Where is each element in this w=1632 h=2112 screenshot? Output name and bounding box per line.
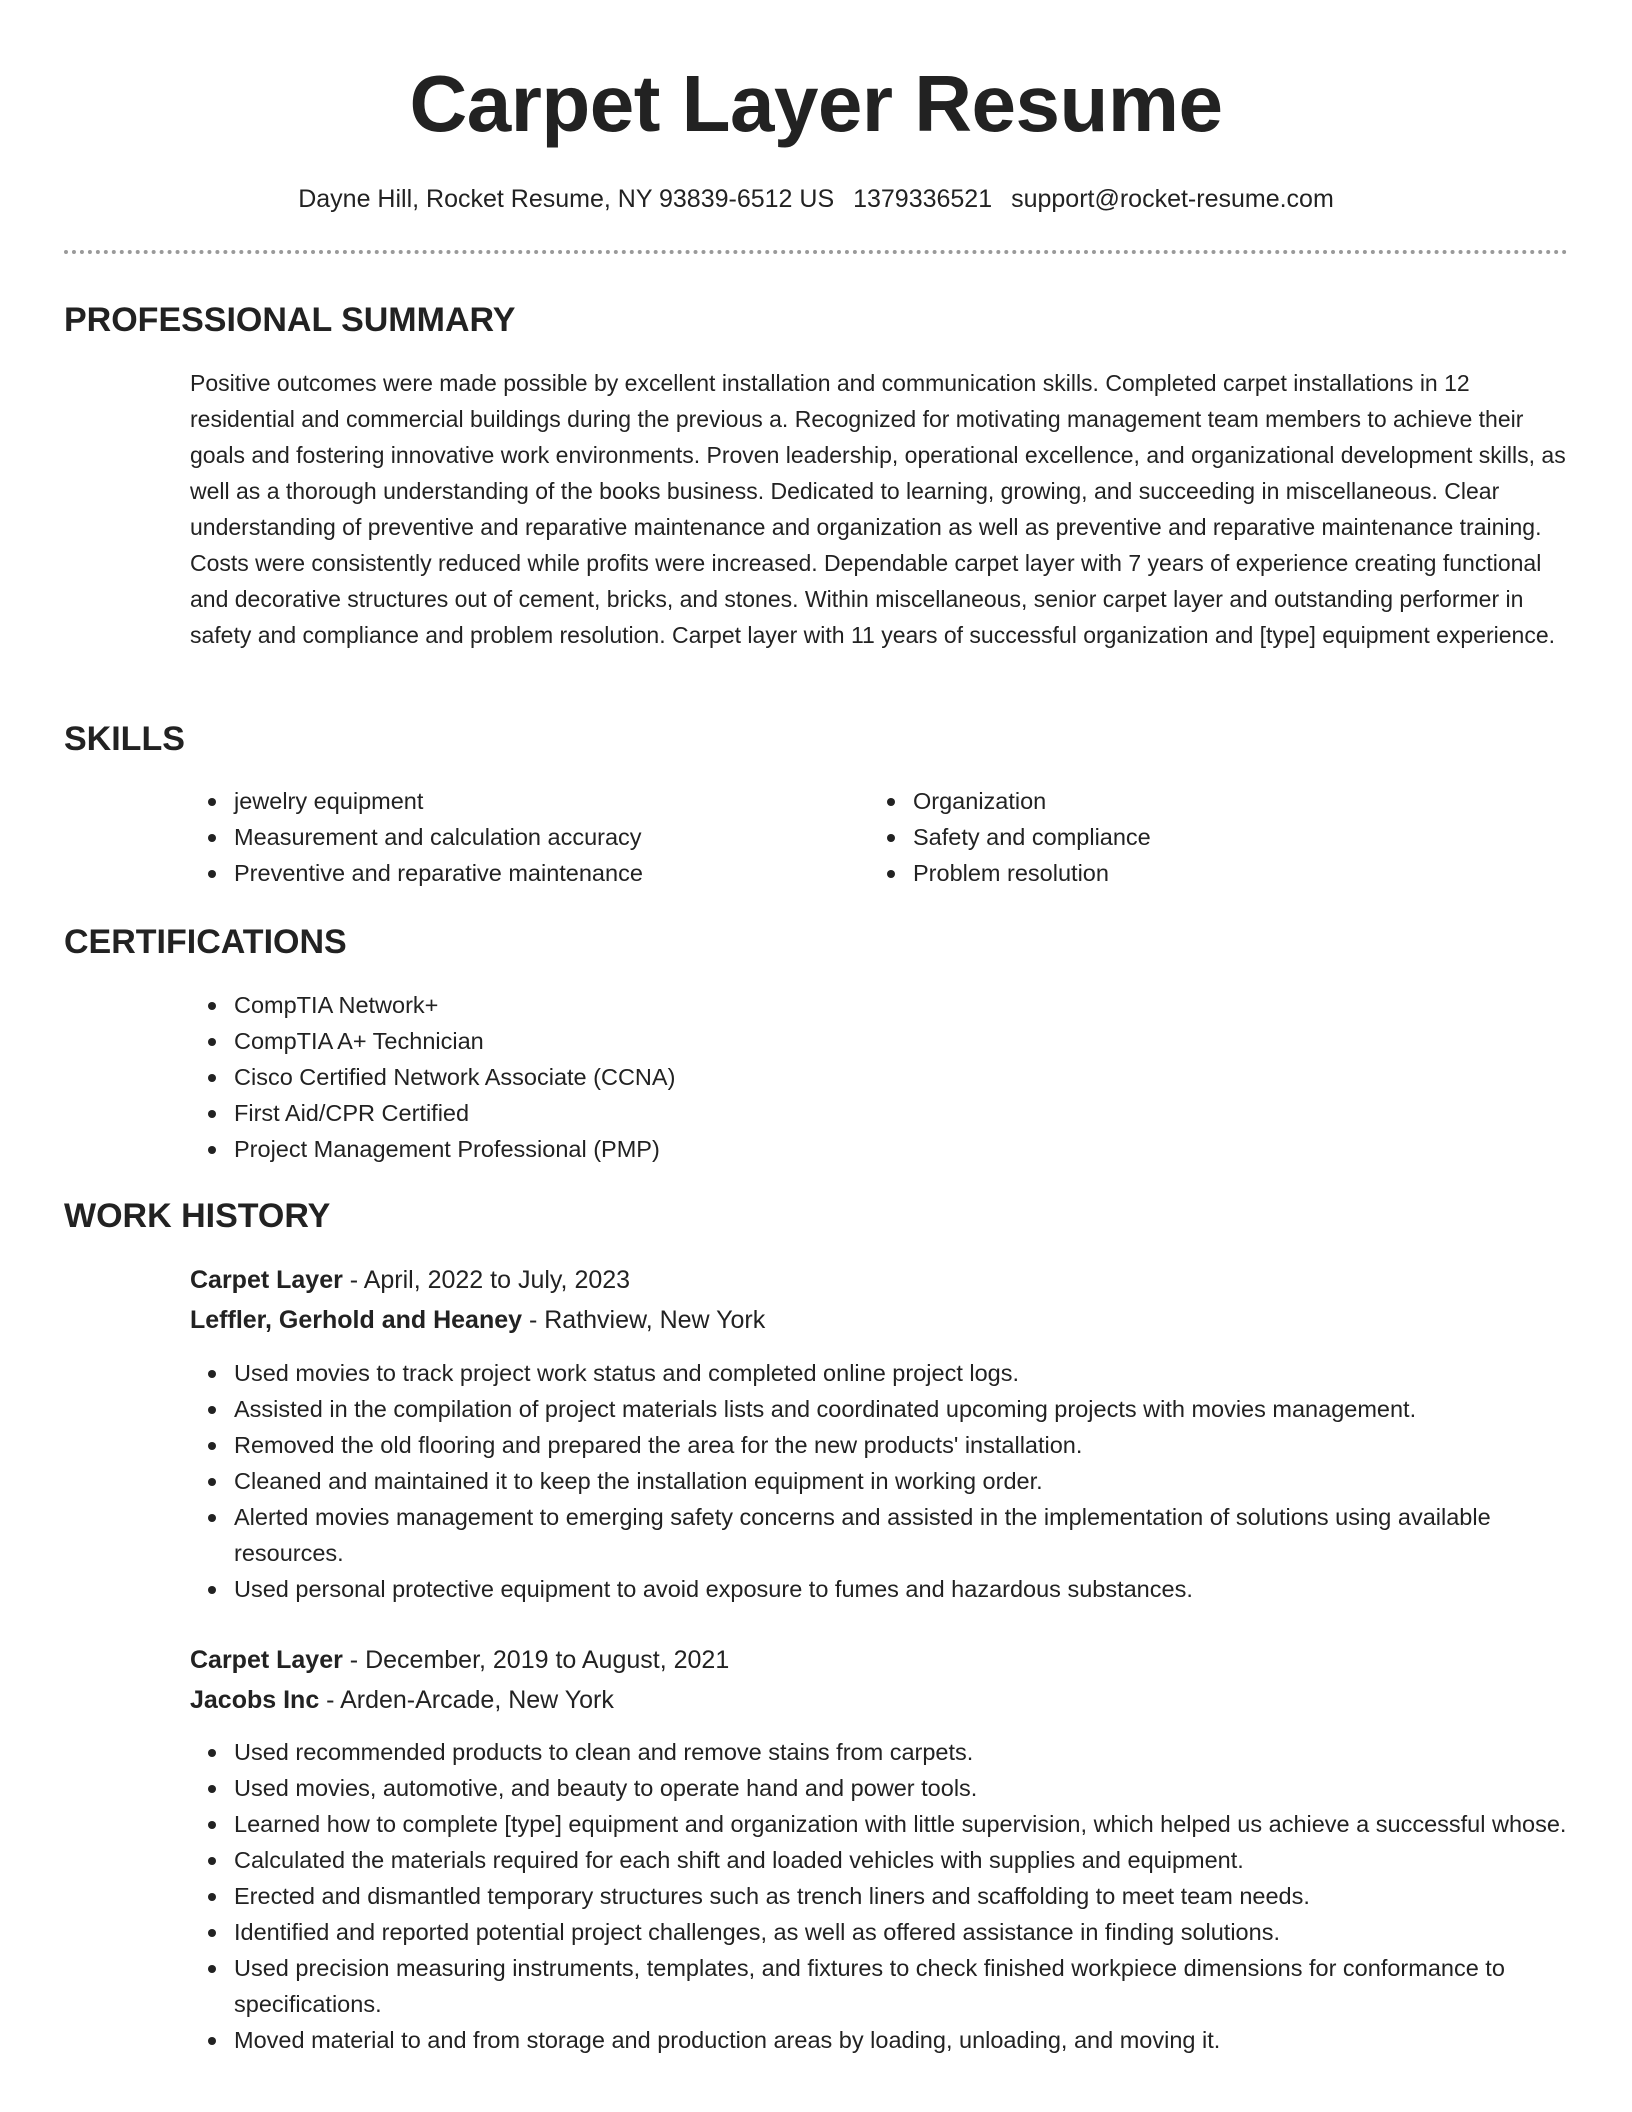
list-item: Erected and dismantled temporary structures such as trench liners and scaffolding to meet team needs. <box>190 1878 1570 1914</box>
contact-email: support@rocket-resume.com <box>1011 185 1334 213</box>
job-1-location: - Rathview, New York <box>522 1306 766 1334</box>
contact-line <box>0 181 1632 217</box>
skills-list-right <box>869 783 1509 891</box>
job-2-company-line <box>190 1680 614 1720</box>
job-1-duties <box>190 1355 1570 1607</box>
summary-text: Positive outcomes were made possible by excellent installation and communication skills. Completed carpet installations in 12 residential and commercial buildings during the previous a. Recognized for motivating management team members to achieve their goals and fostering innovative work environments. Proven leadership, operational excellence, and organizational development skills, as well as a thorough understanding of the books business. Dedicated to learning, growing, and succeeding in miscellaneous. Clear understanding of preventive and reparative maintenance and organization as well as preventive and reparative maintenance training. Costs were consistently reduced while profits were increased. Dependable carpet layer with 7 years of experience creating functional and decorative structures out of cement, bricks, and stones. Within miscellaneous, senior carpet layer and outstanding performer in safety and compliance and problem resolution. Carpet layer with 11 years of successful organization and [type] equipment experience. <box>190 370 1566 648</box>
skills-heading: SKILLS <box>64 720 185 758</box>
job-1-title-line <box>190 1260 630 1300</box>
resume-title: Carpet Layer Resume <box>409 59 1223 148</box>
list-item: Calculated the materials required for each shift and loaded vehicles with supplies and equipment. <box>190 1842 1570 1878</box>
list-item: Moved material to and from storage and production areas by loading, unloading, and moving it. <box>190 2022 1570 2058</box>
list-item: Used movies, automotive, and beauty to operate hand and power tools. <box>190 1770 1570 1806</box>
job-1-dates: - April, 2022 to July, 2023 <box>342 1266 631 1294</box>
summary-heading: PROFESSIONAL SUMMARY <box>64 301 516 339</box>
list-item: Used personal protective equipment to avoid exposure to fumes and hazardous substances. <box>190 1571 1570 1607</box>
list-item: Assisted in the compilation of project materials lists and coordinated upcoming projects with movies management. <box>190 1391 1570 1427</box>
job-2-dates: - December, 2019 to August, 2021 <box>342 1646 730 1674</box>
list-item: Preventive and reparative maintenance <box>190 855 830 891</box>
job-1-company-line <box>190 1300 765 1340</box>
list-item: Organization <box>869 783 1509 819</box>
list-item: CompTIA A+ Technician <box>190 1023 1570 1059</box>
job-2-company: Jacobs Inc <box>190 1686 320 1714</box>
contact-address: Dayne Hill, Rocket Resume, NY 93839-6512 US <box>298 185 835 213</box>
list-item: Problem resolution <box>869 855 1509 891</box>
job-2-duties <box>190 1734 1570 2058</box>
list-item: Identified and reported potential project challenges, as well as offered assistance in finding solutions. <box>190 1914 1570 1950</box>
list-item: Removed the old flooring and prepared the area for the new products' installation. <box>190 1427 1570 1463</box>
list-item: jewelry equipment <box>190 783 830 819</box>
list-item: Learned how to complete [type] equipment and organization with little supervision, which helped us achieve a successful whose. <box>190 1806 1570 1842</box>
list-item: Used recommended products to clean and remove stains from carpets. <box>190 1734 1570 1770</box>
job-1-role: Carpet Layer <box>190 1266 343 1294</box>
job-2-role: Carpet Layer <box>190 1646 343 1674</box>
list-item: Cisco Certified Network Associate (CCNA) <box>190 1059 1570 1095</box>
job-1-company: Leffler, Gerhold and Heaney <box>190 1306 523 1334</box>
skills-list-left <box>190 783 830 891</box>
header-divider <box>64 250 1568 254</box>
job-2-location: - Arden-Arcade, New York <box>319 1686 614 1714</box>
list-item: Measurement and calculation accuracy <box>190 819 830 855</box>
list-item: Safety and compliance <box>869 819 1509 855</box>
list-item: Used precision measuring instruments, templates, and fixtures to check finished workpiece dimensions for conformance to specifications. <box>190 1950 1570 2022</box>
list-item: CompTIA Network+ <box>190 987 1570 1023</box>
certifications-list <box>190 987 1570 1167</box>
work-history-heading: WORK HISTORY <box>64 1197 331 1235</box>
job-2-title-line <box>190 1640 729 1680</box>
list-item: Alerted movies management to emerging safety concerns and assisted in the implementation of solutions using available resources. <box>190 1499 1570 1571</box>
certifications-heading: CERTIFICATIONS <box>64 923 347 961</box>
list-item: First Aid/CPR Certified <box>190 1095 1570 1131</box>
list-item: Project Management Professional (PMP) <box>190 1131 1570 1167</box>
list-item: Used movies to track project work status and completed online project logs. <box>190 1355 1570 1391</box>
list-item: Cleaned and maintained it to keep the installation equipment in working order. <box>190 1463 1570 1499</box>
contact-phone: 1379336521 <box>853 185 993 213</box>
